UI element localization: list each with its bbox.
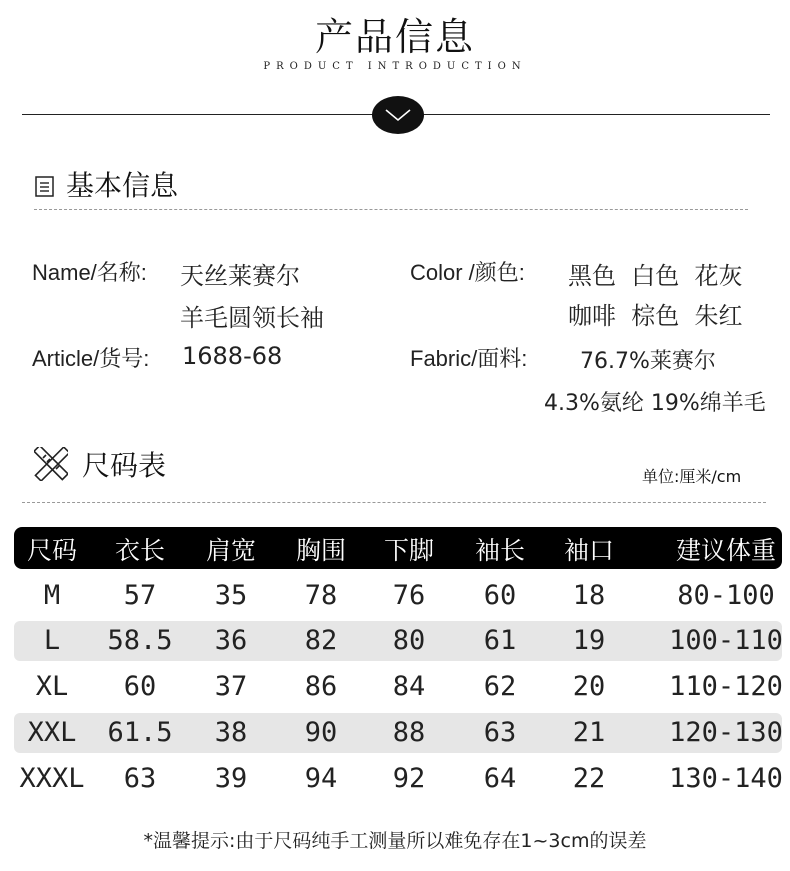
table-cell: 20 bbox=[572, 671, 606, 702]
column-header-7: 建议体重 bbox=[675, 536, 777, 565]
article-label: Article/货号: bbox=[32, 346, 150, 371]
table-cell: 38 bbox=[214, 717, 248, 748]
table-row bbox=[14, 576, 782, 616]
name-value-line2: 羊毛圆领长袖 bbox=[180, 304, 324, 332]
table-cell: 92 bbox=[392, 763, 426, 794]
table-cell: 64 bbox=[483, 763, 517, 794]
column-header-0: 尺码 bbox=[26, 536, 78, 565]
table-cell: 120-130 bbox=[669, 717, 783, 748]
table-cell: 63 bbox=[123, 763, 157, 794]
color-label: Color /颜色: bbox=[410, 260, 525, 285]
basic-info-title: 基本信息 bbox=[66, 169, 179, 202]
table-cell: 22 bbox=[572, 763, 606, 794]
column-header-3: 胸围 bbox=[295, 536, 347, 565]
table-cell: 37 bbox=[214, 671, 248, 702]
size-chart-divider bbox=[22, 502, 766, 503]
page-title: 产品信息 bbox=[314, 15, 475, 59]
table-cell: L bbox=[43, 625, 61, 656]
table-cell: 63 bbox=[483, 717, 517, 748]
table-cell: 36 bbox=[214, 625, 248, 656]
column-header-2: 肩宽 bbox=[205, 536, 257, 565]
table-cell: 39 bbox=[214, 763, 248, 794]
chevron-down-icon bbox=[383, 107, 413, 123]
measurement-note: *温馨提示:由于尺码纯手工测量所以难免存在1~3cm的误差 bbox=[143, 830, 647, 852]
size-chart-heading bbox=[34, 444, 166, 484]
size-chart-title: 尺码表 bbox=[82, 449, 167, 482]
table-cell: 60 bbox=[123, 671, 157, 702]
table-cell: 86 bbox=[304, 671, 338, 702]
column-header-1: 衣长 bbox=[114, 536, 166, 565]
document-list-icon bbox=[34, 174, 56, 198]
table-cell: 76 bbox=[392, 580, 426, 611]
column-header-5: 袖长 bbox=[474, 536, 526, 565]
table-cell: 80 bbox=[392, 625, 426, 656]
column-header-4: 下脚 bbox=[383, 536, 435, 565]
table-cell: 130-140 bbox=[669, 763, 783, 794]
fabric-label: Fabric/面料: bbox=[410, 346, 528, 371]
table-cell: 84 bbox=[392, 671, 426, 702]
table-cell: 35 bbox=[214, 580, 248, 611]
fabric-value-line1: 76.7%莱赛尔 bbox=[580, 349, 716, 374]
unit-label: 单位:厘米/cm bbox=[642, 467, 742, 486]
table-cell: 110-120 bbox=[669, 671, 783, 702]
table-cell: 21 bbox=[572, 717, 606, 748]
color-value-line1: 黑色 白色 花灰 bbox=[568, 262, 743, 290]
article-value: 1688-68 bbox=[182, 342, 283, 370]
table-cell: 57 bbox=[123, 580, 157, 611]
table-cell: 61 bbox=[483, 625, 517, 656]
page-subtitle: PRODUCT INTRODUCTION bbox=[263, 61, 527, 72]
table-cell: 78 bbox=[304, 580, 338, 611]
table-cell: XXL bbox=[27, 717, 77, 748]
table-cell: XXXL bbox=[19, 763, 85, 794]
table-cell: 58.5 bbox=[107, 625, 173, 656]
table-cell: 18 bbox=[572, 580, 606, 611]
table-cell: M bbox=[43, 580, 61, 611]
ruler-pencil-cross-icon bbox=[34, 447, 68, 481]
size-table-header bbox=[14, 527, 782, 569]
basic-info-divider bbox=[34, 209, 748, 210]
table-row bbox=[14, 621, 782, 661]
table-cell: 82 bbox=[304, 625, 338, 656]
fabric-value-line2: 4.3%氨纶 19%绵羊毛 bbox=[544, 391, 766, 416]
table-cell: 94 bbox=[304, 763, 338, 794]
table-cell: 60 bbox=[483, 580, 517, 611]
table-row bbox=[14, 667, 782, 707]
table-cell: 62 bbox=[483, 671, 517, 702]
column-header-6: 袖口 bbox=[563, 536, 615, 565]
name-label: Name/名称: bbox=[32, 260, 147, 285]
table-cell: 61.5 bbox=[107, 717, 173, 748]
table-cell: 88 bbox=[392, 717, 426, 748]
basic-info-heading bbox=[34, 164, 178, 204]
table-row bbox=[14, 713, 782, 753]
name-value-line1: 天丝莱赛尔 bbox=[180, 262, 300, 290]
chevron-badge bbox=[372, 96, 424, 134]
color-value-line2: 咖啡 棕色 朱红 bbox=[568, 302, 743, 330]
table-cell: 80-100 bbox=[677, 580, 775, 611]
table-cell: 19 bbox=[572, 625, 606, 656]
table-row bbox=[14, 759, 782, 799]
table-cell: 90 bbox=[304, 717, 338, 748]
table-cell: 100-110 bbox=[669, 625, 783, 656]
table-cell: XL bbox=[35, 671, 69, 702]
